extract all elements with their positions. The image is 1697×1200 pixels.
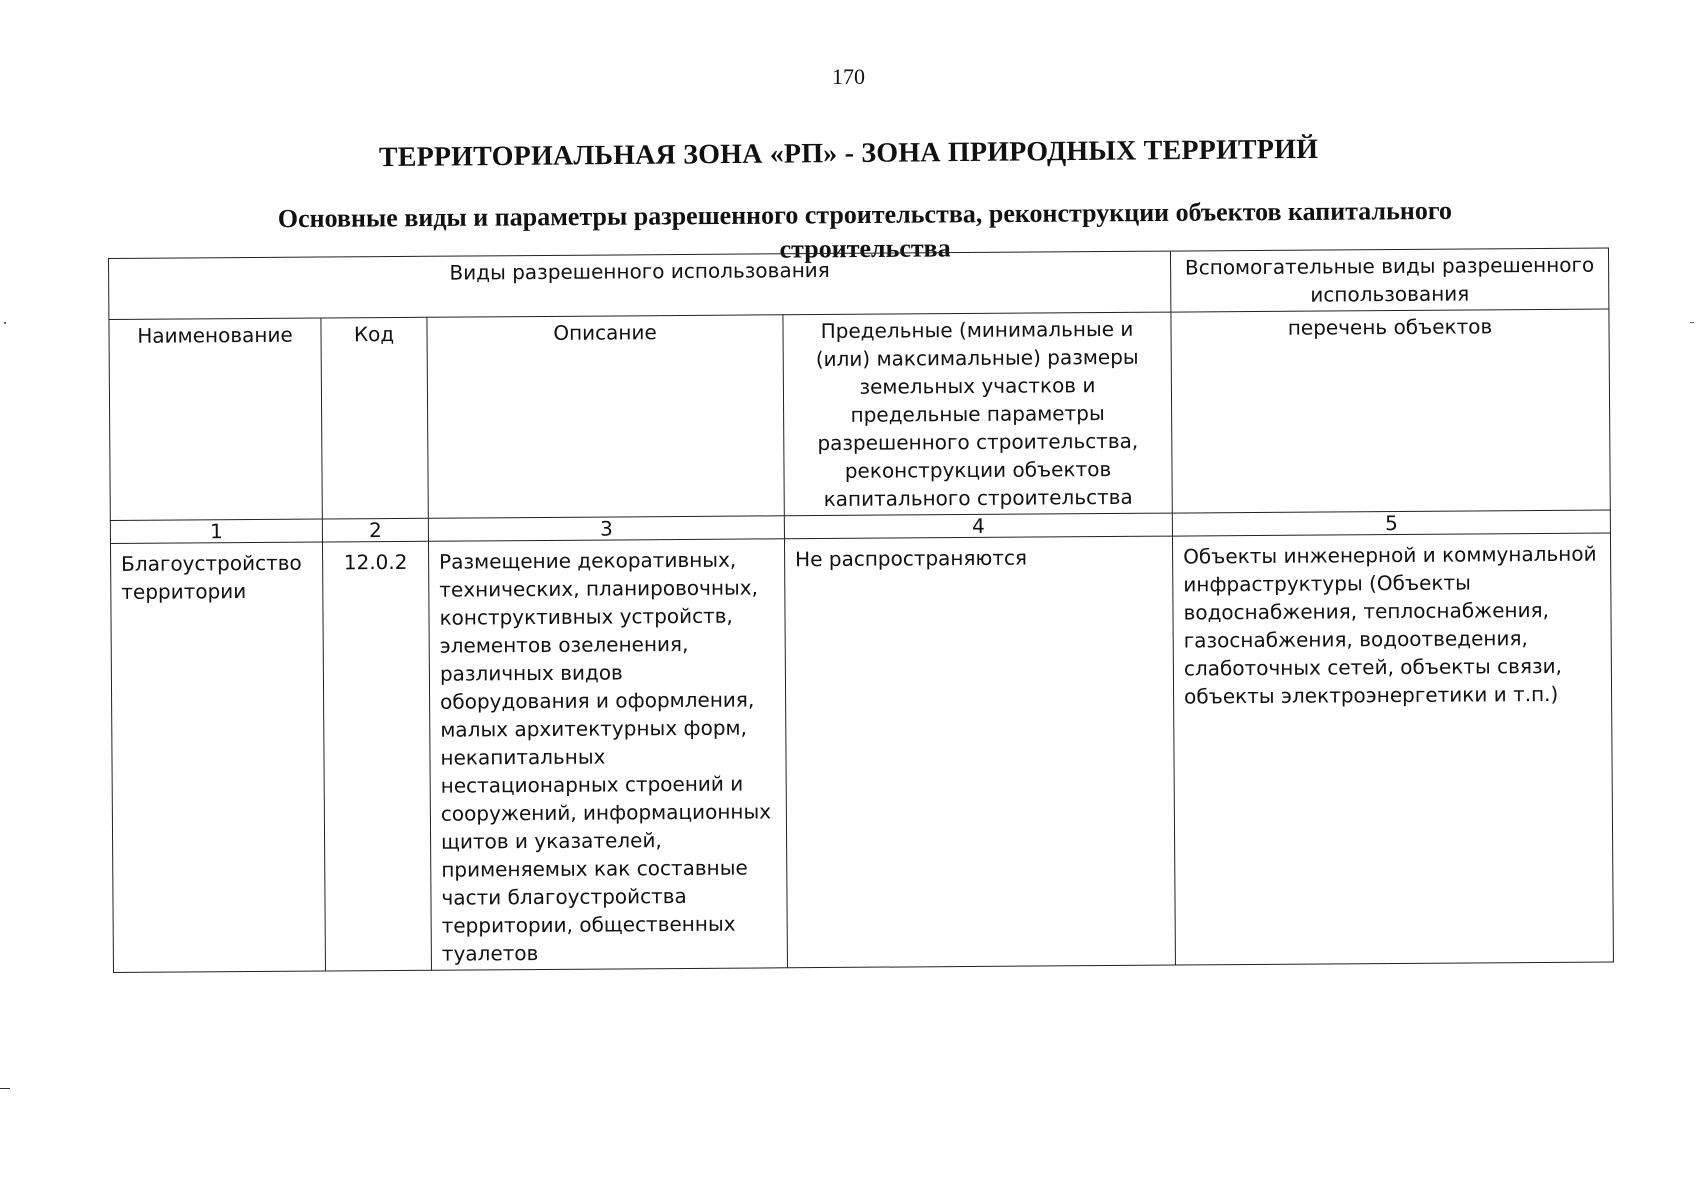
section-title: Основные виды и параметры разрешенного строительства, реконструкции объектов капитального строительства xyxy=(277,195,1453,264)
column-header-row xyxy=(109,309,1610,520)
column-number: 4 xyxy=(784,513,1172,539)
column-header-objects-list: перечень объектов xyxy=(1171,309,1610,513)
column-number: 3 xyxy=(428,516,784,541)
column-number: 2 xyxy=(322,518,428,542)
group-header-row xyxy=(109,248,1609,319)
page-number: 170 xyxy=(832,64,865,89)
cell-auxiliary: Объекты инженерной и коммунальной инфраструктуры (Объекты водоснабжения, теплоснабжения, газоснабжения, водоотведения, слаботочных сетей, объекты связи, объекты электроэнергетики и т.п.) xyxy=(1172,533,1613,965)
zone-title: ТЕРРИТОРИАЛЬНАЯ ЗОНА «РП» - ЗОНА ПРИРОДНЫХ ТЕРРИТРИЙ xyxy=(378,133,1319,174)
cell-description: Размещение декоративных, технических, планировочных, конструктивных устройств, элементов озеленения, различных видов оборудования и оформления, малых архитектурных форм, некапитальных нестационарных строений и сооружений, информационных щитов и указателей, применяемых как составные части благоустройства территории, общественных туалетов xyxy=(428,539,787,970)
group-header-main: Виды разрешенного использования xyxy=(109,251,1171,319)
table-row xyxy=(110,533,1613,972)
regulations-table-wrapper xyxy=(108,248,1613,973)
column-header-limits: Предельные (минимальные и (или) максимальные) размеры земельных участков и предельные параметры разрешенного строительства, реконструкции объектов капитального строительства xyxy=(783,312,1172,516)
cell-name: Благоустройство территории xyxy=(110,542,325,972)
column-number: 5 xyxy=(1172,510,1610,536)
scan-dot xyxy=(1690,322,1694,323)
scan-dot xyxy=(4,322,6,324)
column-header-code: Код xyxy=(321,317,428,519)
column-header-name: Наименование xyxy=(109,318,322,520)
cell-limits: Не распространяются xyxy=(784,536,1175,968)
margin-mark xyxy=(0,1088,10,1089)
group-header-aux: Вспомогательные виды разрешенного использования xyxy=(1171,248,1609,312)
column-number: 1 xyxy=(110,519,322,543)
cell-code: 12.0.2 xyxy=(322,541,431,971)
column-header-description: Описание xyxy=(427,315,784,518)
regulations-table xyxy=(108,248,1614,973)
